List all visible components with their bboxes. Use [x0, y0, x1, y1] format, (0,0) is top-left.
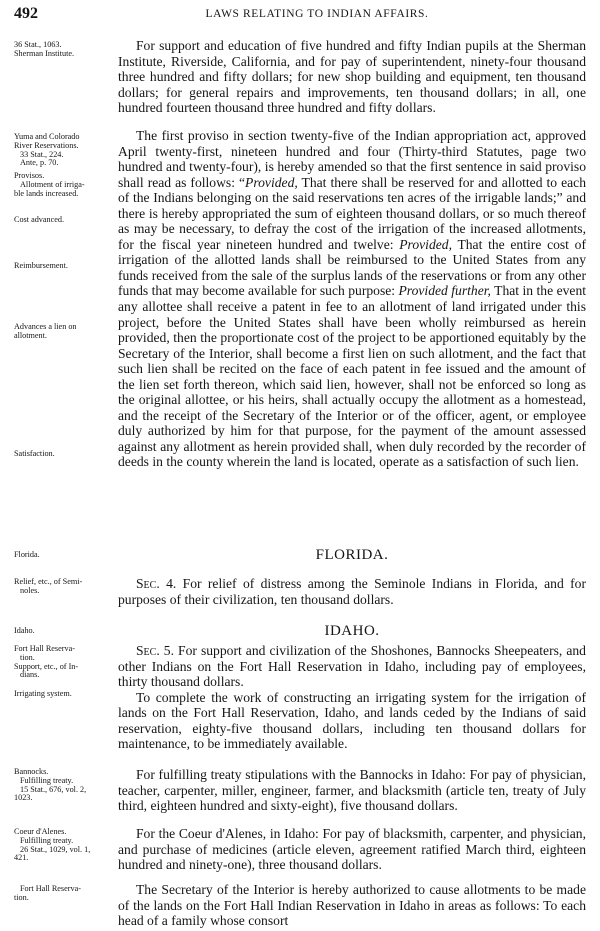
margin-note-reimbursement: Reimbursement.	[14, 261, 68, 270]
page-number: 492	[14, 5, 38, 22]
margin-note-provisos: Provisos. Allotment of irriga- ble lands increased.	[14, 171, 85, 198]
paragraph-florida: Sec. 4. For relief of distress among the Seminole Indians in Florida, and for purposes of their civilization, ten thousand dollars.	[118, 576, 586, 607]
margin-note-satisfaction: Satisfaction.	[14, 449, 55, 458]
margin-note-fort-hall-allotments: Fort Hall Reserva- tion.	[14, 884, 81, 902]
margin-note-fort-hall: Fort Hall Reserva- tion. Support, etc., of In- dians.	[14, 644, 79, 680]
margin-note-coeur: Coeur d'Alenes. Fulfilling treaty. 26 Stat., 1029, vol. 1, 421.	[14, 827, 91, 863]
margin-note-florida: Florida.	[14, 550, 40, 559]
paragraph-coeur: For the Coeur d'Alenes, in Idaho: For pay of blacksmith, carpenter, and physician, and purchase of medicines (article eleven, agreement ratified March third, eighteen hundred and ninety-one), three thousand dollars.	[118, 826, 586, 873]
running-head: LAWS RELATING TO INDIAN AFFAIRS.	[205, 8, 429, 20]
heading-florida: FLORIDA.	[315, 547, 389, 563]
margin-note-idaho: Idaho.	[14, 626, 35, 635]
paragraph-idaho: Sec. 5. For support and civilization of the Shoshones, Bannocks Sheepeaters, and other Indians on the Fort Hall Reservation in Idaho, including pay of employees, thirty thousand dollars. To complete the work of constructing an irrigating system for the irrigation of lands on the Fort Hall Reservation, Idaho, and lands ceded by the Indians of said reservation, eighty-five thousand dollars, including ten thousand dollars for maintenance, to be immediately available.	[118, 643, 586, 752]
margin-note-lien: Advances a lien on allotment.	[14, 322, 77, 340]
paragraph-fort-hall: The Secretary of the Interior is hereby authorized to cause allotments to be made of the lands on the Fort Hall Indian Reservation in Idaho in areas as follows: To each head of a family whose consort	[118, 882, 586, 929]
margin-note-seminoles: Relief, etc., of Semi- noles.	[14, 577, 83, 595]
paragraph-bannocks: For fulfilling treaty stipulations with the Bannocks in Idaho: For pay of physician, teacher, carpenter, miller, engineer, farmer, and blacksmith (article ten, treaty of July third, eighteen hundred and sixty-eight), five thousand dollars.	[118, 767, 586, 814]
paragraph-sherman: For support and education of five hundred and fifty Indian pupils at the Sherman Institute, Riverside, California, and for pay of superintendent, ninety-four thousand three hundred and fifty dollars; for new shop building and equipment, ten thousand dollars; for general repairs and improvements, ten thousand dollars; in all, one hundred fourteen thousand three hundred and fifty dollars.	[118, 38, 586, 116]
margin-note-yuma: Yuma and Colorado River Reservations. 33 Stat., 224. Ante, p. 70.	[14, 132, 80, 168]
paragraph-yuma: The first proviso in section twenty-five of the Indian appropriation act, approved April twenty-first, nineteen hundred and four (Thirty-third Statutes, page two hundred and twenty-four), is hereby amended so that the first sentence in said proviso shall read as follows: “Provided, That there shall be reserved for and allotted to each of the Indians belonging on the said reservations ten acres of the irrigable lands;” and there is hereby appropriated the sum of eighteen thousand dollars, or so much thereof as may be necessary, to defray the cost of the irrigation of the increased allotments, for the fiscal year nineteen hundred and twelve: Provided, That the entire cost of irrigation of the allotted lands shall be reimbursed to the United States from any funds received from the sale of the surplus lands of the reservations or from any other funds that may become available for such purpose: Provided further, That in the event any allottee shall receive a patent in fee to an allotment of land irrigated under this project, before the United States shall have been wholly reimbursed as herein provided, then the proportionate cost of the project to be apportioned equitably by the Secretary of the Interior, shall become a first lien on such allotment, and the fact that such lien shall be recited on the face of each patent in fee issued and the amount of the lien set forth thereon, which said lien, however, shall not be enforced so long as the original allottee, or his heirs, shall actually occupy the allotment as a homestead, and the receipt of the Secretary of the Interior or of the officer, agent, or employee duly authorized by him for that purpose, for the payment of the amount assessed against any allotment as herein provided shall, when duly recorded by the recorder of deeds in the county wherein the land is located, operate as a satisfaction of such lien.	[118, 128, 587, 470]
page-header	[14, 5, 590, 27]
heading-idaho: IDAHO.	[324, 623, 380, 639]
margin-note-bannocks: Bannocks. Fulfilling treaty. 15 Stat., 676, vol. 2, 1023.	[14, 767, 87, 803]
margin-note-sherman: 36 Stat., 1063. Sherman Institute.	[14, 40, 75, 58]
margin-note-irrigating: Irrigating system.	[14, 689, 72, 698]
margin-note-cost: Cost advanced.	[14, 215, 65, 224]
